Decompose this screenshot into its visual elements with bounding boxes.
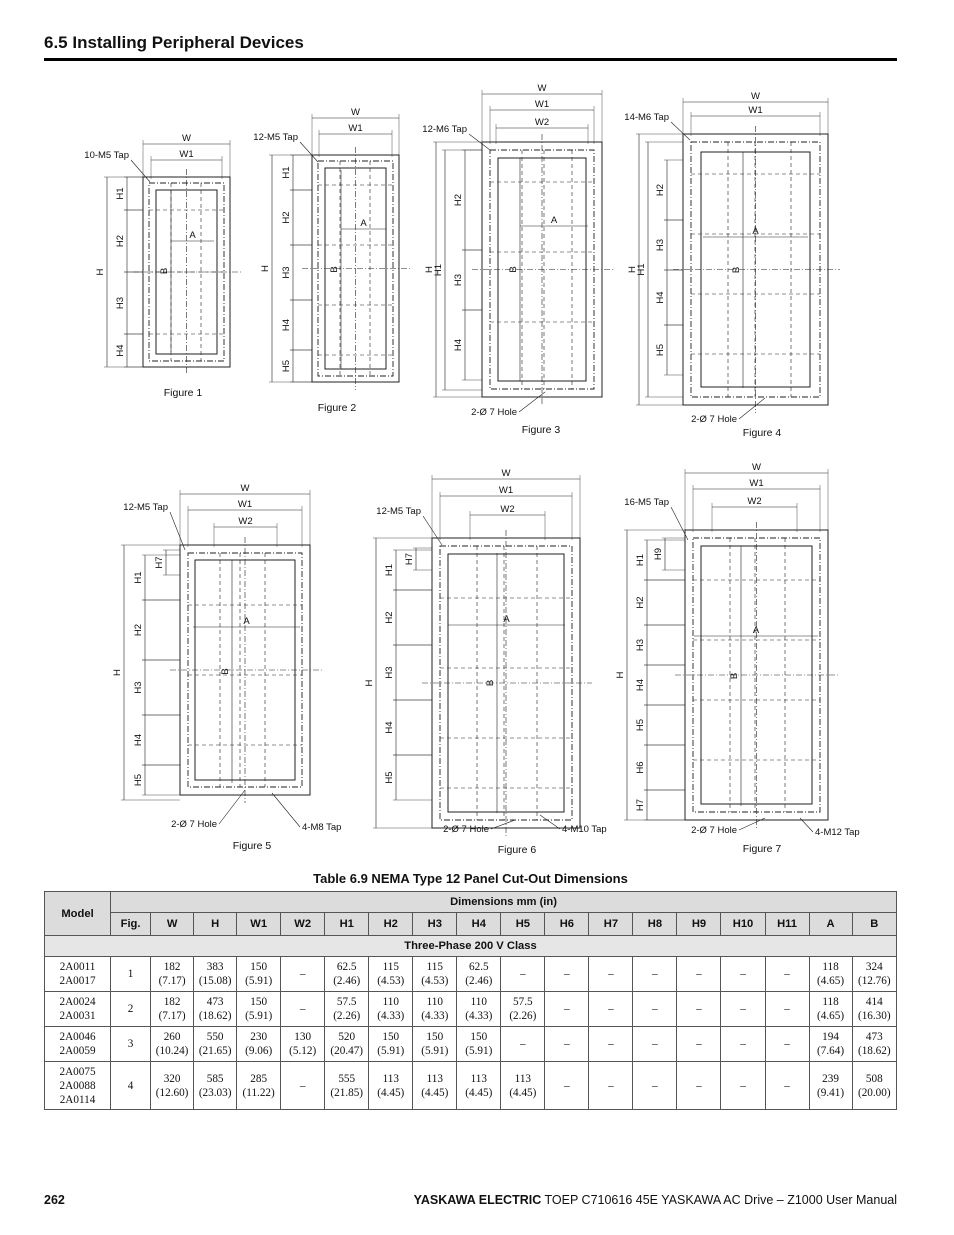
footer-text	[414, 1193, 897, 1207]
hole-label: 2-Ø 7 Hole	[691, 414, 737, 425]
dim-label-b: B	[508, 266, 519, 273]
dimension-cell: –	[545, 992, 589, 1027]
dimension-cell: 324 (12.76)	[852, 957, 896, 992]
dimension-cell: 113 (4.45)	[457, 1062, 501, 1110]
dimension-line	[739, 398, 765, 419]
dim-label-h2: H2	[133, 623, 144, 637]
dimension-cell: –	[765, 992, 809, 1027]
dim-label-h3: H3	[115, 296, 126, 310]
dimension-cell: 113 (4.45)	[501, 1062, 545, 1110]
dimension-cell: 473 (18.62)	[852, 1027, 896, 1062]
dimension-cell: –	[721, 992, 765, 1027]
dimension-cell: 230 (9.06)	[237, 1027, 281, 1062]
dimension-line	[519, 392, 545, 412]
column-header-h2: H2	[369, 913, 413, 936]
dim-label-h: H	[260, 265, 271, 272]
dim-label-a: A	[189, 230, 196, 241]
column-header-b: B	[852, 913, 896, 936]
dim-label-h3: H3	[635, 638, 646, 652]
dim-label-h2: H2	[281, 211, 292, 224]
brand-name: YASKAWA ELECTRIC	[413, 1193, 542, 1207]
tap-label: 16-M5 Tap	[624, 497, 669, 508]
dim-label-h3: H3	[453, 273, 464, 287]
dimension-cell: 260 (10.24)	[151, 1027, 194, 1062]
figure-caption: Figure 4	[742, 427, 782, 439]
figure-caption: Figure 3	[521, 424, 561, 436]
dimension-cell: 150 (5.91)	[413, 1027, 457, 1062]
dim-label-w: W	[351, 107, 360, 118]
column-header-h10: H10	[721, 913, 765, 936]
dimension-line	[170, 512, 185, 550]
dim-label-h1: H1	[133, 571, 144, 584]
dimension-cell: –	[677, 1027, 721, 1062]
dim-label-h2: H2	[453, 193, 464, 207]
dimension-cell: 110 (4.33)	[369, 992, 413, 1027]
model-cell: 2A0024 2A0031	[45, 992, 111, 1027]
dimension-cell: 130 (5.12)	[281, 1027, 325, 1062]
dim-label-h: H	[615, 671, 626, 679]
dimension-cell: –	[501, 957, 545, 992]
dimension-cell: 473 (18.62)	[194, 992, 237, 1027]
hole-label: 2-Ø 7 Hole	[171, 819, 217, 830]
dim-label-a: A	[503, 614, 510, 625]
dimension-cell: 585 (23.03)	[194, 1062, 237, 1110]
column-header-w2: W2	[281, 913, 325, 936]
dimension-cell: –	[501, 1027, 545, 1062]
dim-label-h5: H5	[384, 771, 395, 784]
dim-label-w: W	[537, 83, 547, 94]
dimension-cell: –	[677, 992, 721, 1027]
dim-label-a: A	[752, 226, 759, 237]
dim-label-w2: W2	[747, 496, 762, 507]
dim-label-h4: H4	[655, 291, 666, 304]
dimension-cell: 182 (7.17)	[151, 957, 194, 992]
dimension-cell: 414 (16.30)	[852, 992, 896, 1027]
model-cell: 2A0011 2A0017	[45, 957, 111, 992]
dimension-cell: –	[765, 1062, 809, 1110]
dim-label-b: B	[159, 267, 170, 275]
figure-caption: Figure 5	[232, 840, 272, 852]
dim-label-h3: H3	[281, 266, 292, 279]
column-header-h1: H1	[325, 913, 369, 936]
dimension-cell: 520 (20.47)	[325, 1027, 369, 1062]
tap-label: 12-M5 Tap	[253, 132, 298, 143]
dim-label-w1: W1	[348, 123, 363, 134]
column-header-h3: H3	[413, 913, 457, 936]
dimension-cell: –	[633, 992, 677, 1027]
table-row	[45, 1062, 897, 1110]
dim-label-w2: W2	[500, 504, 515, 515]
dim-label-w: W	[501, 468, 511, 479]
dimension-cell: –	[545, 957, 589, 992]
dim-label-a: A	[243, 616, 250, 627]
column-header-w: W	[151, 913, 194, 936]
dimension-cell: –	[281, 1062, 325, 1110]
dim-label-h1: H1	[635, 553, 646, 567]
dim-label-h5: H5	[655, 343, 666, 357]
dim-label-w1: W1	[748, 105, 763, 116]
dimension-cell: 57.5 (2.26)	[325, 992, 369, 1027]
dimension-line	[671, 507, 688, 540]
dim-label-w1: W1	[534, 99, 550, 110]
dimension-line	[131, 160, 150, 182]
dim-label-h3: H3	[655, 238, 666, 252]
dim-label-h1: H1	[636, 263, 647, 276]
dimension-cell: 113 (4.45)	[369, 1062, 413, 1110]
dim-label-h3: H3	[133, 681, 144, 694]
dim-label-w1: W1	[237, 499, 253, 510]
dimension-cell: 113 (4.45)	[413, 1062, 457, 1110]
hole-label: 2-Ø 7 Hole	[443, 824, 489, 835]
dim-label-a: A	[550, 215, 558, 226]
dimension-cell: 239 (9.41)	[809, 1062, 852, 1110]
page-number: 262	[44, 1193, 65, 1207]
dim-label-w: W	[751, 91, 760, 102]
dimension-cell: –	[765, 1027, 809, 1062]
dim-label-h4: H4	[115, 344, 126, 357]
dim-label-h3: H3	[384, 666, 395, 679]
dimension-cell: 285 (11.22)	[237, 1062, 281, 1110]
m-tap-label: 4-M10 Tap	[562, 824, 607, 835]
dim-label-w: W	[240, 483, 250, 494]
dim-label-h5: H5	[635, 718, 646, 732]
dimension-cell: 320 (12.60)	[151, 1062, 194, 1110]
dimension-cell: –	[721, 957, 765, 992]
dimension-cell: –	[677, 1062, 721, 1110]
dim-label-h2: H2	[635, 596, 646, 609]
dim-label-h1: H1	[384, 563, 395, 577]
column-header-fig: Fig.	[111, 913, 151, 936]
dim-label-b: B	[485, 679, 496, 687]
dim-label-w2: W2	[238, 516, 253, 527]
dimension-cell: –	[281, 992, 325, 1027]
dim-label-h9: H9	[653, 547, 664, 561]
dim-label-w1: W1	[179, 149, 194, 160]
dim-label-h: H	[112, 669, 123, 676]
dimension-cell: 110 (4.33)	[457, 992, 501, 1027]
column-header-h8: H8	[633, 913, 677, 936]
dim-label-h7: H7	[635, 798, 646, 812]
dimension-line	[540, 815, 560, 829]
dimension-cell: 118 (4.65)	[809, 957, 852, 992]
dimension-cell: 150 (5.91)	[237, 992, 281, 1027]
dim-label-h4: H4	[635, 678, 646, 692]
m-tap-label: 4-M8 Tap	[302, 822, 342, 833]
column-header-h: H	[194, 913, 237, 936]
column-header-h11: H11	[765, 913, 809, 936]
dim-label-h: H	[424, 266, 435, 273]
figure-caption: Figure 6	[497, 844, 537, 856]
dim-label-h1: H1	[433, 263, 444, 277]
dimension-cell: 150 (5.91)	[237, 957, 281, 992]
dim-label-h4: H4	[453, 338, 464, 352]
dimension-cell: 3	[111, 1027, 151, 1062]
dimension-cell: 57.5 (2.26)	[501, 992, 545, 1027]
dimension-cell: –	[589, 1027, 633, 1062]
dimension-cell: 110 (4.33)	[413, 992, 457, 1027]
column-header-a: A	[809, 913, 852, 936]
model-cell: 2A0075 2A0088 2A0114	[45, 1062, 111, 1110]
dimension-cell: 508 (20.00)	[852, 1062, 896, 1110]
dimension-cell: –	[721, 1062, 765, 1110]
column-header-w1: W1	[237, 913, 281, 936]
dim-label-h1: H1	[281, 166, 292, 179]
dim-label-h5: H5	[133, 773, 144, 787]
section-row: Three-Phase 200 V Class	[45, 936, 897, 957]
dim-label-w1: W1	[498, 485, 514, 496]
dimension-cell: 550 (21.65)	[194, 1027, 237, 1062]
dimension-cell: 62.5 (2.46)	[325, 957, 369, 992]
tap-label: 10-M5 Tap	[84, 150, 129, 161]
hole-label: 2-Ø 7 Hole	[691, 825, 737, 836]
dim-label-b: B	[329, 266, 340, 273]
dim-label-h4: H4	[133, 733, 144, 747]
dimension-cell: –	[589, 957, 633, 992]
tap-label: 12-M5 Tap	[123, 502, 168, 513]
m-tap-label: 4-M12 Tap	[815, 827, 860, 838]
dimension-cell: –	[545, 1062, 589, 1110]
dimension-cell: 115 (4.53)	[413, 957, 457, 992]
dimension-cell: 4	[111, 1062, 151, 1110]
dim-label-h7: H7	[154, 556, 165, 569]
dimension-cell: –	[721, 1027, 765, 1062]
figure-caption: Figure 7	[742, 843, 782, 855]
dimension-line	[272, 793, 300, 827]
dim-label-w2: W2	[534, 117, 550, 128]
dimension-cell: –	[633, 1062, 677, 1110]
dimension-cell: 150 (5.91)	[369, 1027, 413, 1062]
model-cell: 2A0046 2A0059	[45, 1027, 111, 1062]
section-title: 6.5 Installing Peripheral Devices	[44, 33, 304, 52]
dimension-cell: –	[633, 1027, 677, 1062]
dimension-cell: 2	[111, 992, 151, 1027]
column-header-h4: H4	[457, 913, 501, 936]
tap-label: 12-M6 Tap	[422, 124, 467, 135]
dim-label-h: H	[364, 679, 375, 687]
dim-label-h2: H2	[655, 183, 666, 197]
page-footer	[44, 1193, 897, 1213]
dimension-cell: 118 (4.65)	[809, 992, 852, 1027]
table-row	[45, 992, 897, 1027]
dim-label-h5: H5	[281, 359, 292, 373]
dim-label-b: B	[731, 266, 742, 274]
dim-label-a: A	[360, 218, 367, 229]
figure-caption: Figure 1	[163, 387, 203, 399]
dim-label-h1: H1	[115, 187, 126, 200]
column-header-h6: H6	[545, 913, 589, 936]
hole-label: 2-Ø 7 Hole	[471, 407, 517, 418]
table-row	[45, 957, 897, 992]
dimensions-header: Dimensions mm (in)	[111, 892, 897, 913]
dimension-cell: 194 (7.64)	[809, 1027, 852, 1062]
column-header-h5: H5	[501, 913, 545, 936]
dimension-cell: 383 (15.08)	[194, 957, 237, 992]
manual-title: TOEP C710616 45E YASKAWA AC Drive – Z1000 User Manual	[541, 1193, 897, 1207]
dim-label-h2: H2	[384, 611, 395, 624]
dimension-cell: –	[765, 957, 809, 992]
dimension-cell: –	[633, 957, 677, 992]
dim-label-h: H	[627, 266, 638, 273]
dimension-cell: 115 (4.53)	[369, 957, 413, 992]
dimension-cell: 1	[111, 957, 151, 992]
dim-label-b: B	[220, 668, 231, 675]
dim-label-h: H	[95, 268, 106, 276]
dimension-cell: 182 (7.17)	[151, 992, 194, 1027]
dimension-line	[300, 142, 318, 162]
dimension-cell: –	[281, 957, 325, 992]
dim-label-h4: H4	[384, 721, 395, 734]
dim-label-h7: H7	[404, 552, 415, 566]
dimension-cell: 62.5 (2.46)	[457, 957, 501, 992]
dimensions-table	[44, 891, 897, 1110]
dim-label-w1: W1	[749, 478, 764, 489]
dim-label-a: A	[752, 625, 760, 636]
column-header-h9: H9	[677, 913, 721, 936]
dimension-cell: –	[589, 1062, 633, 1110]
dimension-cell: 555 (21.85)	[325, 1062, 369, 1110]
dim-label-h4: H4	[281, 318, 292, 332]
model-header: Model	[45, 892, 111, 936]
figure-caption: Figure 2	[317, 402, 357, 414]
dimension-cell: –	[545, 1027, 589, 1062]
dimension-cell: –	[677, 957, 721, 992]
dimension-cell: –	[589, 992, 633, 1027]
dimension-line	[671, 122, 690, 140]
column-header-h7: H7	[589, 913, 633, 936]
dim-label-b: B	[729, 672, 740, 680]
tap-label: 12-M5 Tap	[376, 506, 421, 517]
dimension-cell: 150 (5.91)	[457, 1027, 501, 1062]
table-row	[45, 1027, 897, 1062]
dim-label-h6: H6	[635, 761, 646, 774]
dim-label-w: W	[182, 133, 191, 144]
tap-label: 14-M6 Tap	[624, 112, 669, 123]
dim-label-w: W	[752, 462, 761, 473]
dim-label-h2: H2	[115, 234, 126, 248]
table-caption: Table 6.9 NEMA Type 12 Panel Cut-Out Dimensions	[313, 871, 628, 886]
